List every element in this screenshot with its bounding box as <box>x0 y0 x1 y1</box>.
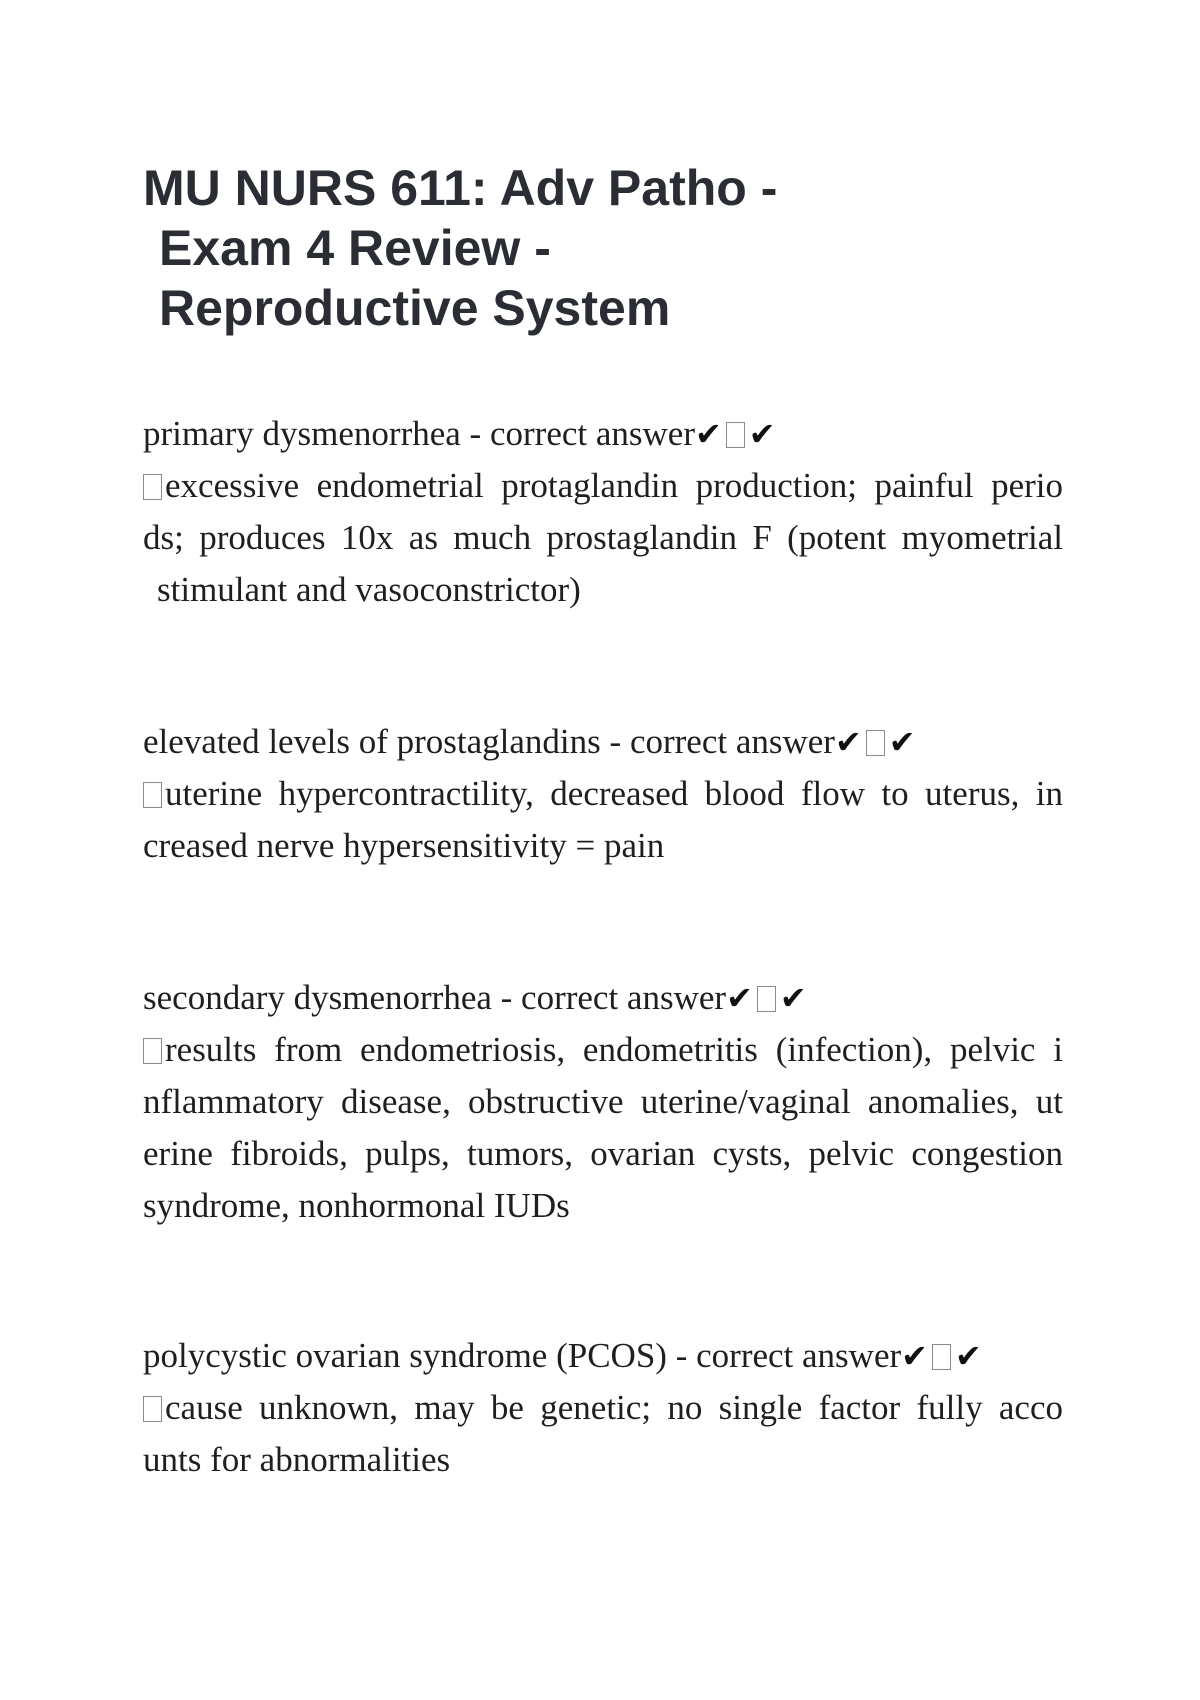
qa-entry-pcos <box>143 1330 1063 1486</box>
missing-glyph-icon <box>143 1396 162 1422</box>
checkmark-icon: ✔ <box>694 415 722 453</box>
definition-line: syndrome, nonhormonal IUDs <box>143 1186 570 1225</box>
entry-term: primary dysmenorrhea - <box>143 414 490 453</box>
definition-line: erine fibroids, pulps, tumors, ovarian cysts, pelvic congestion <box>143 1134 1063 1173</box>
entry-term-line <box>143 972 1063 1024</box>
qa-entry-primary-dysmenorrhea <box>143 408 1063 616</box>
checkmark-icon: ✔ <box>888 723 916 761</box>
missing-glyph-icon <box>757 986 776 1012</box>
correct-answer-label: correct answer <box>489 414 695 453</box>
missing-glyph-icon <box>143 1038 162 1064</box>
entry-term: polycystic ovarian syndrome (PCOS) - <box>143 1336 697 1375</box>
definition-line: results from endometriosis, endometritis (infection), pelvic i <box>143 1024 1063 1076</box>
entry-term-line <box>143 408 1063 460</box>
checkmark-icon: ✔ <box>954 1337 982 1375</box>
missing-glyph-icon <box>932 1344 951 1370</box>
definition-line: unts for abnormalities <box>143 1440 451 1479</box>
correct-answer-label: correct answer <box>696 1336 902 1375</box>
definition-line: excessive endometrial protaglandin production; painful perio <box>143 460 1063 512</box>
document-title <box>143 158 863 338</box>
qa-entry-elevated-prostaglandins <box>143 716 1063 872</box>
missing-glyph-icon <box>143 474 162 500</box>
definition-line: cause unknown, may be genetic; no single factor fully acco <box>143 1382 1063 1434</box>
title-line-2: Exam 4 Review - <box>159 220 551 276</box>
definition-line: ds; produces 10x as much prostaglandin F (potent myometrial <box>143 518 1063 557</box>
entry-term: secondary dysmenorrhea - <box>143 978 522 1017</box>
missing-glyph-icon <box>866 730 885 756</box>
checkmark-icon: ✔ <box>748 415 776 453</box>
title-line-3: Reproductive System <box>159 280 671 336</box>
checkmark-icon: ✔ <box>834 723 862 761</box>
entry-term-line <box>143 716 1063 768</box>
entry-term: elevated levels of prostaglandins - <box>143 722 630 761</box>
definition-line: nflammatory disease, obstructive uterine/vaginal anomalies, ut <box>143 1082 1063 1121</box>
qa-entry-secondary-dysmenorrhea <box>143 972 1063 1232</box>
checkmark-icon: ✔ <box>726 979 753 1017</box>
checkmark-icon: ✔ <box>901 1337 928 1375</box>
title-line-1: MU NURS 611: Adv Patho - <box>143 160 778 216</box>
entry-term-line <box>143 1330 1063 1382</box>
definition-line: stimulant and vasoconstrictor) <box>157 570 581 609</box>
missing-glyph-icon <box>726 422 745 448</box>
definition-line: uterine hypercontractility, decreased blood flow to uterus, in <box>143 768 1063 820</box>
missing-glyph-icon <box>143 782 162 808</box>
checkmark-icon: ✔ <box>779 979 807 1017</box>
definition-line: creased nerve hypersensitivity = pain <box>143 826 665 865</box>
correct-answer-label: correct answer <box>521 978 727 1017</box>
correct-answer-label: correct answer <box>629 722 835 761</box>
